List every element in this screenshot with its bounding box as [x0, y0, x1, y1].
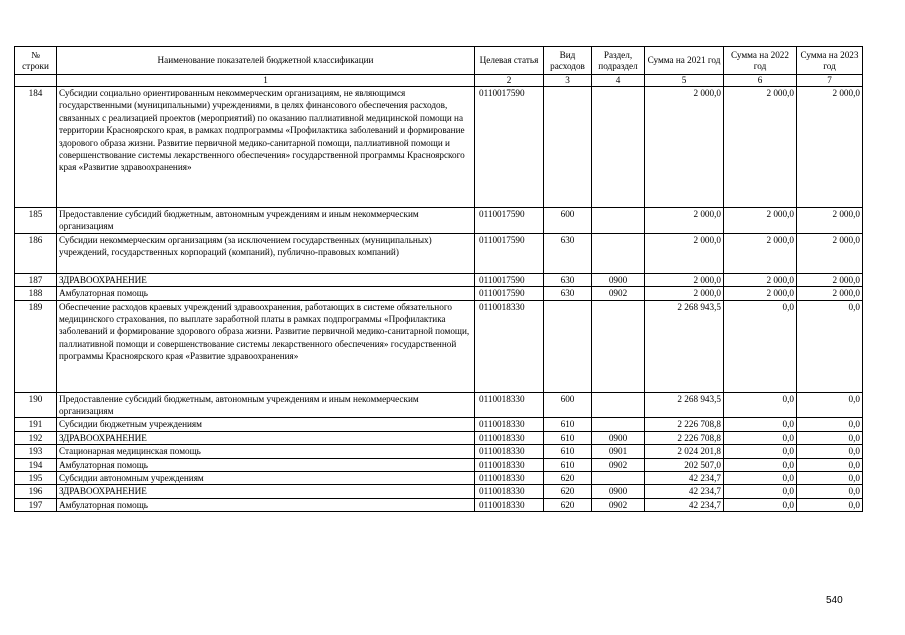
section-code: 0901 [592, 445, 645, 458]
sum-2023: 2 000,0 [797, 233, 863, 273]
table-row [15, 273, 863, 286]
expense-kind: 610 [544, 445, 592, 458]
column-number-row [15, 75, 863, 87]
sum-2021: 2 000,0 [645, 208, 724, 234]
indicator-name: Обеспечение расходов краевых учреждений здравоохранения, работающих в системе обязательного медицинского страхования, по выплате заработной платы в рамках подпрограммы «Профилактика заболеваний и формирование здорового образа жизни. Развитие первичной медико-санитарной помощи, паллиативной помощи и совершенствование системы лекарственного обеспечения» государственной программы Красноярского края «Развитие здравоохранения» [57, 300, 475, 392]
section-code: 0900 [592, 485, 645, 498]
section-code: 0902 [592, 287, 645, 300]
sum-2023: 2 000,0 [797, 273, 863, 286]
column-number: 3 [544, 75, 592, 87]
sum-2021: 2 268 943,5 [645, 300, 724, 392]
expense-kind: 610 [544, 458, 592, 471]
sum-2021: 202 507,0 [645, 458, 724, 471]
table-row [15, 458, 863, 471]
indicator-name: Субсидии автономным учреждениям [57, 472, 475, 485]
header-sum-2023: Сумма на 2023 год [797, 47, 863, 75]
row-number: 190 [15, 392, 57, 418]
expense-kind: 630 [544, 287, 592, 300]
table-body [15, 75, 863, 512]
target-article: 0110017590 [475, 208, 544, 234]
table-row [15, 392, 863, 418]
target-article: 0110018330 [475, 418, 544, 431]
expense-kind: 600 [544, 208, 592, 234]
table-row [15, 485, 863, 498]
sum-2023: 0,0 [797, 300, 863, 392]
table-row [15, 233, 863, 273]
expense-kind: 630 [544, 233, 592, 273]
sum-2022: 0,0 [724, 498, 797, 511]
header-sum-2021: Сумма на 2021 год [645, 47, 724, 75]
section-code [592, 300, 645, 392]
expense-kind: 610 [544, 418, 592, 431]
target-article: 0110017590 [475, 287, 544, 300]
column-number: 4 [592, 75, 645, 87]
sum-2023: 0,0 [797, 458, 863, 471]
target-article: 0110017590 [475, 273, 544, 286]
sum-2022: 2 000,0 [724, 287, 797, 300]
sum-2022: 0,0 [724, 392, 797, 418]
row-number: 187 [15, 273, 57, 286]
table-row [15, 498, 863, 511]
indicator-name: Субсидии бюджетным учреждениям [57, 418, 475, 431]
table-row [15, 418, 863, 431]
table-row [15, 208, 863, 234]
expense-kind [544, 300, 592, 392]
row-number: 186 [15, 233, 57, 273]
indicator-name: Стационарная медицинская помощь [57, 445, 475, 458]
table-row [15, 287, 863, 300]
row-number: 196 [15, 485, 57, 498]
indicator-name: Субсидии некоммерческим организациям (за исключением государственных (муниципальных) учреждений, государственных корпораций (компаний), публично-правовых компаний) [57, 233, 475, 273]
section-code: 0902 [592, 458, 645, 471]
sum-2023: 0,0 [797, 445, 863, 458]
row-number: 184 [15, 87, 57, 208]
sum-2022: 0,0 [724, 458, 797, 471]
section-code [592, 418, 645, 431]
target-article: 0110018330 [475, 485, 544, 498]
row-number: 197 [15, 498, 57, 511]
indicator-name: Амбулаторная помощь [57, 498, 475, 511]
sum-2023: 2 000,0 [797, 287, 863, 300]
sum-2021: 42 234,7 [645, 498, 724, 511]
target-article: 0110017590 [475, 233, 544, 273]
target-article: 0110018330 [475, 300, 544, 392]
header-target-article: Целевая статья [475, 47, 544, 75]
column-number: 2 [475, 75, 544, 87]
sum-2022: 2 000,0 [724, 233, 797, 273]
table-row [15, 431, 863, 444]
indicator-name: ЗДРАВООХРАНЕНИЕ [57, 485, 475, 498]
sum-2023: 0,0 [797, 431, 863, 444]
section-code [592, 233, 645, 273]
target-article: 0110018330 [475, 472, 544, 485]
sum-2023: 0,0 [797, 498, 863, 511]
column-number: 1 [57, 75, 475, 87]
row-number: 191 [15, 418, 57, 431]
expense-kind: 620 [544, 485, 592, 498]
sum-2022: 0,0 [724, 431, 797, 444]
expense-kind [544, 87, 592, 208]
row-number: 195 [15, 472, 57, 485]
sum-2023: 0,0 [797, 472, 863, 485]
row-number: 188 [15, 287, 57, 300]
header-indicator-name: Наименование показателей бюджетной классификации [57, 47, 475, 75]
expense-kind: 620 [544, 498, 592, 511]
sum-2023: 0,0 [797, 418, 863, 431]
section-code: 0902 [592, 498, 645, 511]
column-number: 7 [797, 75, 863, 87]
sum-2023: 2 000,0 [797, 208, 863, 234]
row-number: 192 [15, 431, 57, 444]
sum-2021: 2 000,0 [645, 233, 724, 273]
sum-2022: 0,0 [724, 472, 797, 485]
sum-2021: 2 000,0 [645, 273, 724, 286]
section-code: 0900 [592, 431, 645, 444]
sum-2021: 2 000,0 [645, 287, 724, 300]
column-number [15, 75, 57, 87]
table-row [15, 300, 863, 392]
sum-2021: 2 000,0 [645, 87, 724, 208]
indicator-name: Предоставление субсидий бюджетным, автономным учреждениям и иным некоммерческим организациям [57, 208, 475, 234]
target-article: 0110018330 [475, 445, 544, 458]
target-article: 0110018330 [475, 431, 544, 444]
sum-2023: 0,0 [797, 485, 863, 498]
sum-2021: 2 226 708,8 [645, 418, 724, 431]
sum-2023: 0,0 [797, 392, 863, 418]
section-code: 0900 [592, 273, 645, 286]
indicator-name: ЗДРАВООХРАНЕНИЕ [57, 273, 475, 286]
page-number: 540 [826, 595, 843, 606]
sum-2022: 2 000,0 [724, 87, 797, 208]
sum-2021: 2 226 708,8 [645, 431, 724, 444]
table-header [15, 47, 863, 75]
indicator-name: Амбулаторная помощь [57, 458, 475, 471]
sum-2023: 2 000,0 [797, 87, 863, 208]
target-article: 0110017590 [475, 87, 544, 208]
table-row [15, 445, 863, 458]
column-number: 5 [645, 75, 724, 87]
sum-2021: 2 268 943,5 [645, 392, 724, 418]
sum-2022: 0,0 [724, 485, 797, 498]
row-number: 189 [15, 300, 57, 392]
section-code [592, 208, 645, 234]
sum-2022: 2 000,0 [724, 208, 797, 234]
header-sum-2022: Сумма на 2022 год [724, 47, 797, 75]
sum-2022: 0,0 [724, 418, 797, 431]
sum-2022: 0,0 [724, 300, 797, 392]
sum-2022: 2 000,0 [724, 273, 797, 286]
indicator-name: Амбулаторная помощь [57, 287, 475, 300]
section-code [592, 392, 645, 418]
row-number: 194 [15, 458, 57, 471]
row-number: 185 [15, 208, 57, 234]
table-row [15, 472, 863, 485]
sum-2021: 42 234,7 [645, 472, 724, 485]
sum-2022: 0,0 [724, 445, 797, 458]
section-code [592, 87, 645, 208]
row-number: 193 [15, 445, 57, 458]
indicator-name: Субсидии социально ориентированным некоммерческим организациям, не являющимся государственными (муниципальными) учреждениями, в целях финансового обеспечения расходов, связанных с реализацией проектов (мероприятий) по оказанию паллиативной медицинской помощи на территории Красноярского края, в рамках подпрограммы «Профилактика заболеваний и формирование здорового образа жизни. Развитие первичной медико-санитарной помощи, паллиативной помощи и совершенствование системы лекарственного обеспечения» государственной программы Красноярского края «Развитие здравоохранения» [57, 87, 475, 208]
indicator-name: ЗДРАВООХРАНЕНИЕ [57, 431, 475, 444]
budget-table [14, 46, 863, 512]
column-number: 6 [724, 75, 797, 87]
expense-kind: 600 [544, 392, 592, 418]
expense-kind: 630 [544, 273, 592, 286]
header-expense-kind: Вид расходов [544, 47, 592, 75]
indicator-name: Предоставление субсидий бюджетным, автономным учреждениям и иным некоммерческим организациям [57, 392, 475, 418]
expense-kind: 620 [544, 472, 592, 485]
sum-2021: 2 024 201,8 [645, 445, 724, 458]
target-article: 0110018330 [475, 458, 544, 471]
table-row [15, 87, 863, 208]
header-section: Раздел, подраздел [592, 47, 645, 75]
target-article: 0110018330 [475, 498, 544, 511]
section-code [592, 472, 645, 485]
header-row-number: № строки [15, 47, 57, 75]
sum-2021: 42 234,7 [645, 485, 724, 498]
expense-kind: 610 [544, 431, 592, 444]
target-article: 0110018330 [475, 392, 544, 418]
